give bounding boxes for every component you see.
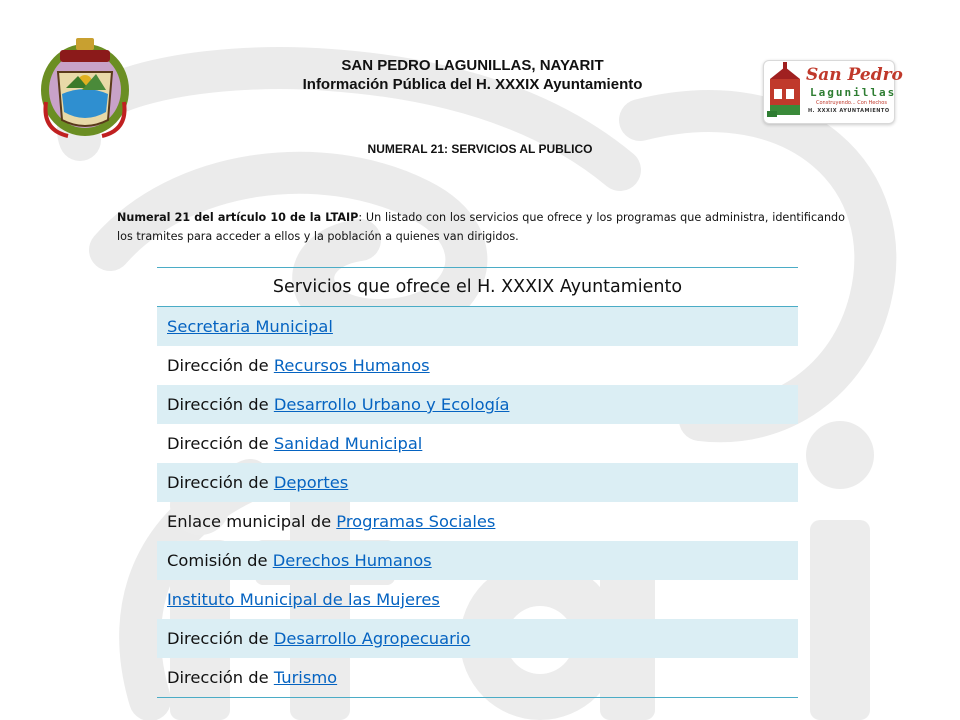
table-row [157, 502, 798, 541]
table-row [157, 424, 798, 463]
row-prefix: Comisión de [167, 551, 273, 570]
table-row [157, 541, 798, 580]
table-row [157, 463, 798, 502]
deportes-link[interactable]: Deportes [273, 473, 349, 492]
description-text: : Un listado con los servicios que ofrece y los programas que administra, identificando los tramites para acceder a ellos y la población a quienes van dirigidos. [117, 211, 845, 243]
description-lead: Numeral 21 del artículo 10 de la LTAIP [117, 211, 359, 224]
numeral-description [117, 208, 845, 246]
turismo-link[interactable]: Turismo [273, 668, 338, 687]
programas-sociales-link[interactable]: Programas Sociales [336, 512, 496, 531]
table-row [157, 307, 798, 346]
municipal-seal-logo [38, 32, 132, 142]
row-prefix: Dirección de [167, 434, 274, 453]
public-info-subtitle: Información Pública del H. XXXIX Ayuntamiento [302, 76, 643, 93]
page-header [200, 56, 745, 94]
row-prefix: Dirección de [167, 395, 274, 414]
desarrollo-agropecuario-link[interactable]: Desarrollo Agropecuario [273, 629, 471, 648]
table-row [157, 580, 798, 619]
logo-name-top: San Pedro [806, 65, 903, 85]
services-table-header: Servicios que ofrece el H. XXXIX Ayuntamiento [157, 268, 798, 307]
secretaria-municipal-link[interactable]: Secretaria Municipal [167, 317, 333, 336]
row-prefix: Dirección de [167, 356, 274, 375]
services-table [157, 267, 798, 698]
numeral-title: NUMERAL 21: SERVICIOS AL PUBLICO [367, 142, 593, 156]
logo-org: H. XXXIX AYUNTAMIENTO [808, 108, 890, 114]
table-row [157, 385, 798, 424]
row-prefix: Enlace municipal de [167, 512, 337, 531]
recursos-humanos-link[interactable]: Recursos Humanos [273, 356, 430, 375]
row-prefix: Dirección de [167, 668, 274, 687]
table-row [157, 346, 798, 385]
table-row [157, 658, 798, 697]
row-prefix: Dirección de [167, 473, 274, 492]
derechos-humanos-link[interactable]: Derechos Humanos [272, 551, 432, 570]
logo-name-bottom: Lagunillas [810, 86, 897, 99]
san-pedro-lagunillas-logo [763, 60, 903, 124]
instituto-mujeres-link[interactable]: Instituto Municipal de las Mujeres [167, 590, 440, 609]
desarrollo-urbano-link[interactable]: Desarrollo Urbano y Ecología [273, 395, 510, 414]
municipality-title: SAN PEDRO LAGUNILLAS, NAYARIT [341, 57, 604, 74]
logo-tagline: Construyendo... Con Hechos [816, 100, 887, 106]
sanidad-municipal-link[interactable]: Sanidad Municipal [273, 434, 423, 453]
table-row [157, 619, 798, 658]
row-prefix: Dirección de [167, 629, 274, 648]
